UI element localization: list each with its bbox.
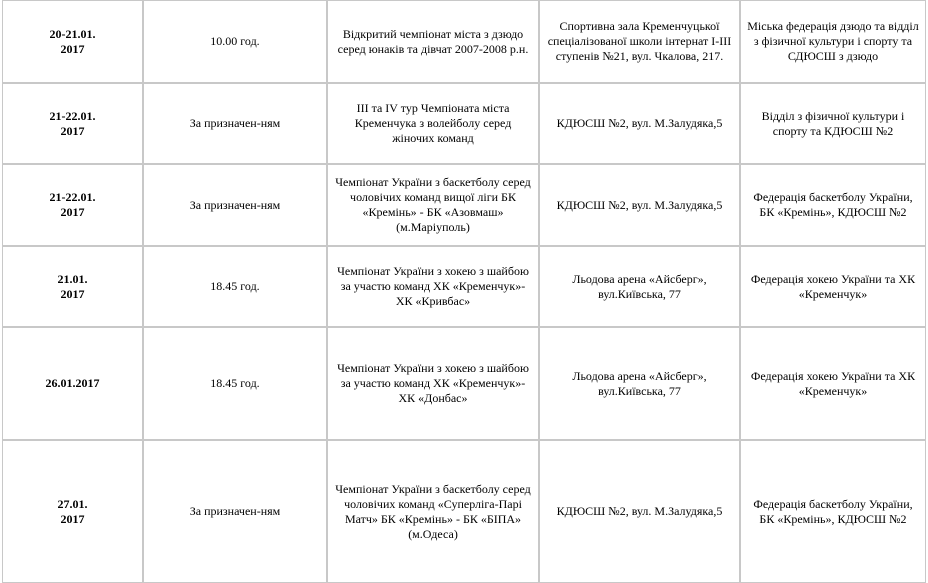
venue-cell bbox=[539, 327, 740, 440]
events-table bbox=[2, 0, 926, 583]
venue-cell: Спортивна зала Кременчуцької спеціалізованої школи інтернат І-ІІІ ступенів №21, вул. Чкалова, 217. bbox=[539, 0, 740, 83]
date-line: 21.01. bbox=[57, 271, 88, 286]
table-row bbox=[2, 83, 926, 164]
date-line: 21-22.01. bbox=[49, 190, 96, 204]
date-cell bbox=[2, 83, 143, 164]
date-year: 2017 bbox=[60, 511, 85, 526]
time-cell: За призначен-ням bbox=[143, 83, 327, 164]
date-cell bbox=[2, 246, 143, 327]
date-year: 2017 bbox=[60, 123, 85, 138]
time-cell: За призначен-ням bbox=[143, 164, 327, 246]
date-line: 20-21.01. bbox=[49, 26, 96, 41]
venue-cell: КДЮСШ №2, вул. М.Залудяка,5 bbox=[539, 83, 740, 164]
date-year: 2017 bbox=[60, 205, 85, 219]
venue-address: вул.Київська, 77 bbox=[598, 383, 681, 398]
venue-line: Льодова арена «Айсберг», bbox=[572, 368, 707, 383]
venue-line: Льодова арена «Айсберг», bbox=[572, 271, 707, 286]
date-cell bbox=[2, 0, 143, 83]
organizer-cell: Федерація хокею України та ХК «Кременчук» bbox=[740, 327, 926, 440]
event-cell: Чемпіонат України з хокею з шайбою за участю команд ХК «Кременчук»- ХК «Кривбас» bbox=[327, 246, 539, 327]
organizer-cell: Відділ з фізичної культури і спорту та КДЮСШ №2 bbox=[740, 83, 926, 164]
event-cell: ІІІ та IV тур Чемпіоната міста Кременчука з волейболу серед жіночих команд bbox=[327, 83, 539, 164]
table-row bbox=[2, 246, 926, 327]
date-cell bbox=[2, 440, 143, 583]
table-row bbox=[2, 440, 926, 583]
venue-cell: КДЮСШ №2, вул. М.Залудяка,5 bbox=[539, 164, 740, 246]
organizer-cell: Федерація хокею України та ХК «Кременчук» bbox=[740, 246, 926, 327]
date-year: 2017 bbox=[60, 286, 85, 301]
event-cell: Відкритий чемпіонат міста з дзюдо серед юнаків та дівчат 2007-2008 р.н. bbox=[327, 0, 539, 83]
venue-cell bbox=[539, 246, 740, 327]
venue-cell: КДЮСШ №2, вул. М.Залудяка,5 bbox=[539, 440, 740, 583]
time-cell: 18.45 год. bbox=[143, 246, 327, 327]
date-cell bbox=[2, 164, 143, 246]
date-line: 27.01. bbox=[57, 496, 88, 511]
organizer-cell: Федерація баскетболу України, БК «Кремінь», КДЮСШ №2 bbox=[740, 164, 926, 246]
time-cell: 10.00 год. bbox=[143, 0, 327, 83]
date-year: 2017 bbox=[60, 41, 85, 56]
event-cell: Чемпіонат України з баскетболу серед чоловічих команд «Суперліга-Парі Матч» БК «Кремінь» - БК «БІПА» (м.Одеса) bbox=[327, 440, 539, 583]
time-cell: За призначен-ням bbox=[143, 440, 327, 583]
table-row bbox=[2, 164, 926, 246]
table-row bbox=[2, 0, 926, 83]
venue-address: вул.Київська, 77 bbox=[598, 286, 681, 301]
table-row bbox=[2, 327, 926, 440]
date-line: 21-22.01. bbox=[49, 108, 96, 123]
time-cell: 18.45 год. bbox=[143, 327, 327, 440]
date-cell: 26.01.2017 bbox=[2, 327, 143, 440]
organizer-cell: Федерація баскетболу України, БК «Кремінь», КДЮСШ №2 bbox=[740, 440, 926, 583]
event-cell: Чемпіонат України з хокею з шайбою за участю команд ХК «Кременчук»- ХК «Донбас» bbox=[327, 327, 539, 440]
event-cell: Чемпіонат України з баскетболу серед чоловічих команд вищої ліги БК «Кремінь» - БК «Азовмаш» (м.Маріуполь) bbox=[327, 164, 539, 246]
organizer-cell: Міська федерація дзюдо та відділ з фізичної культури і спорту та СДЮСШ з дзюдо bbox=[740, 0, 926, 83]
